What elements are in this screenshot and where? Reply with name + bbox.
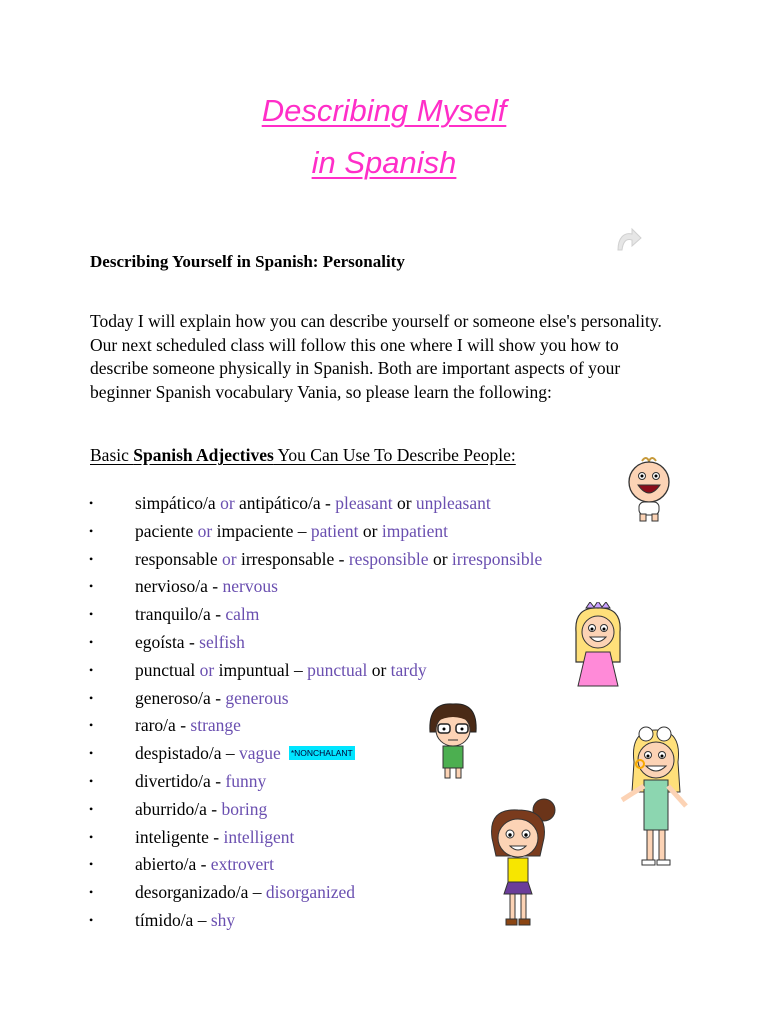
bullet-icon: • [89, 607, 94, 622]
list-subheading [90, 445, 516, 466]
separator: - [200, 854, 207, 875]
page-title-line2: in Spanish [311, 145, 457, 180]
spanish-word: inteligente [135, 826, 209, 847]
bullet-icon: • [89, 857, 94, 872]
spanish-word: raro/a [135, 715, 176, 736]
spanish-word: punctual [135, 659, 196, 680]
list-item [0, 546, 768, 574]
list-item-text [135, 851, 274, 879]
list-item-text [135, 740, 355, 768]
girl-glasses-cartoon [424, 700, 482, 780]
or-word: or [199, 659, 215, 680]
bullet-icon: • [89, 662, 94, 677]
list-item-text [135, 824, 294, 852]
spanish-word: desorganizado/a [135, 882, 249, 903]
english-word: impatient [381, 520, 448, 541]
english-word: vague [239, 743, 281, 764]
list-item-text [135, 490, 491, 518]
subheading-pre: Basic [90, 445, 134, 465]
spanish-word: divertido/a [135, 770, 211, 791]
baby-cartoon [624, 455, 674, 523]
english-word: intelligent [223, 826, 295, 847]
separator: – [197, 909, 207, 930]
intro-paragraph: Today I will explain how you can describe yourself or someone else's personality. Our next scheduled class will follow this one where I will show you how to describe someone physically in Spanish. Both are important aspects of your beginner Spanish vocabulary Vania, so please learn the following: [90, 311, 662, 402]
separator: - [211, 798, 218, 819]
or-word: or [197, 520, 213, 541]
bullet-icon: • [89, 829, 94, 844]
spanish-word: responsable [135, 548, 218, 569]
bullet-icon: • [89, 885, 94, 900]
list-item [0, 629, 768, 657]
english-word: responsible [348, 548, 429, 569]
bullet-icon: • [89, 690, 94, 705]
or-word: or [396, 493, 412, 513]
english-word: patient [310, 520, 359, 541]
spanish-word: aburrido/a [135, 798, 207, 819]
separator: – [252, 882, 262, 903]
separator: - [215, 604, 222, 625]
separator: - [215, 770, 222, 791]
english-word: calm [225, 604, 260, 625]
separator: - [338, 548, 345, 569]
bullet-icon: • [89, 551, 94, 566]
list-item-text [135, 768, 266, 796]
or-word: or [432, 548, 448, 569]
english-word: extrovert [210, 854, 274, 875]
english-word: generous [225, 687, 289, 708]
english-word: funny [225, 770, 267, 791]
list-item [0, 879, 768, 907]
list-item-text [135, 712, 241, 740]
separator: – [297, 520, 307, 541]
english-word: irresponsible [451, 548, 543, 569]
english-word: boring [221, 798, 268, 819]
spanish-word: nervioso/a [135, 576, 208, 597]
list-item-text [135, 601, 259, 629]
separator: - [180, 715, 187, 736]
bullet-icon: • [89, 523, 94, 538]
list-item-text [135, 796, 267, 824]
list-item-text [135, 546, 542, 574]
bullet-icon: • [89, 912, 94, 927]
separator: - [215, 687, 222, 708]
bullet-icon: • [89, 773, 94, 788]
spanish-word: egoísta [135, 631, 185, 652]
girl-tiara-cartoon [568, 602, 628, 690]
bullet-icon: • [89, 579, 94, 594]
separator: - [212, 576, 219, 597]
list-item [0, 657, 768, 685]
list-item [0, 685, 768, 713]
english-word: nervous [222, 576, 278, 597]
english-word: unpleasant [415, 493, 491, 513]
or-word: or [222, 548, 237, 569]
english-word: punctual [307, 659, 368, 680]
separator: - [325, 493, 331, 513]
english-word: shy [210, 909, 236, 930]
list-item-text [135, 685, 289, 713]
english-word: disorganized [265, 882, 355, 903]
separator: - [188, 631, 195, 652]
adjective-list [0, 490, 768, 935]
english-word: pleasant [335, 493, 393, 513]
spanish-word: despistado/a [135, 743, 222, 764]
girl-sunglasses-cartoon [618, 722, 692, 867]
separator: - [213, 826, 220, 847]
spanish-word: impaciente [216, 520, 294, 541]
separator: – [225, 743, 235, 764]
separator: – [293, 659, 303, 680]
spanish-word: impuntual [218, 659, 290, 680]
bullet-icon: • [89, 496, 94, 510]
spanish-word: tranquilo/a [135, 604, 211, 625]
english-word: tardy [390, 659, 427, 680]
list-item [0, 907, 768, 935]
spanish-word: abierto/a [135, 854, 197, 875]
or-word: or [362, 520, 378, 541]
english-word: strange [190, 715, 241, 736]
spanish-word: irresponsable [240, 548, 335, 569]
list-item [0, 573, 768, 601]
bullet-icon: • [89, 718, 94, 733]
curved-arrow-icon [612, 226, 642, 252]
list-item-text [135, 907, 235, 935]
or-word: or [371, 659, 387, 680]
subheading-post: You Can Use To Describe People: [273, 445, 516, 465]
list-item-text [135, 657, 427, 685]
list-item-text [135, 879, 355, 907]
spanish-word: paciente [135, 520, 194, 541]
or-word: or [220, 493, 235, 513]
bullet-icon: • [89, 746, 94, 761]
list-item [0, 601, 768, 629]
list-item-text [135, 629, 245, 657]
page-title-line1: Describing Myself [261, 93, 507, 128]
spanish-word: generoso/a [135, 687, 211, 708]
section-heading: Describing Yourself in Spanish: Personality [90, 252, 405, 271]
list-item-text [135, 573, 278, 601]
spanish-word: antipático/a [239, 493, 321, 513]
english-word: selfish [199, 631, 245, 652]
bullet-icon: • [89, 801, 94, 816]
spanish-word: tímido/a [135, 909, 194, 930]
spanish-word: simpático/a [135, 493, 216, 513]
bullet-icon: • [89, 634, 94, 649]
girl-ponytail-cartoon [478, 798, 558, 928]
list-item-text [135, 518, 448, 546]
subheading-bold: Spanish Adjectives [133, 445, 274, 465]
highlight-badge: *NONCHALANT [290, 748, 353, 759]
